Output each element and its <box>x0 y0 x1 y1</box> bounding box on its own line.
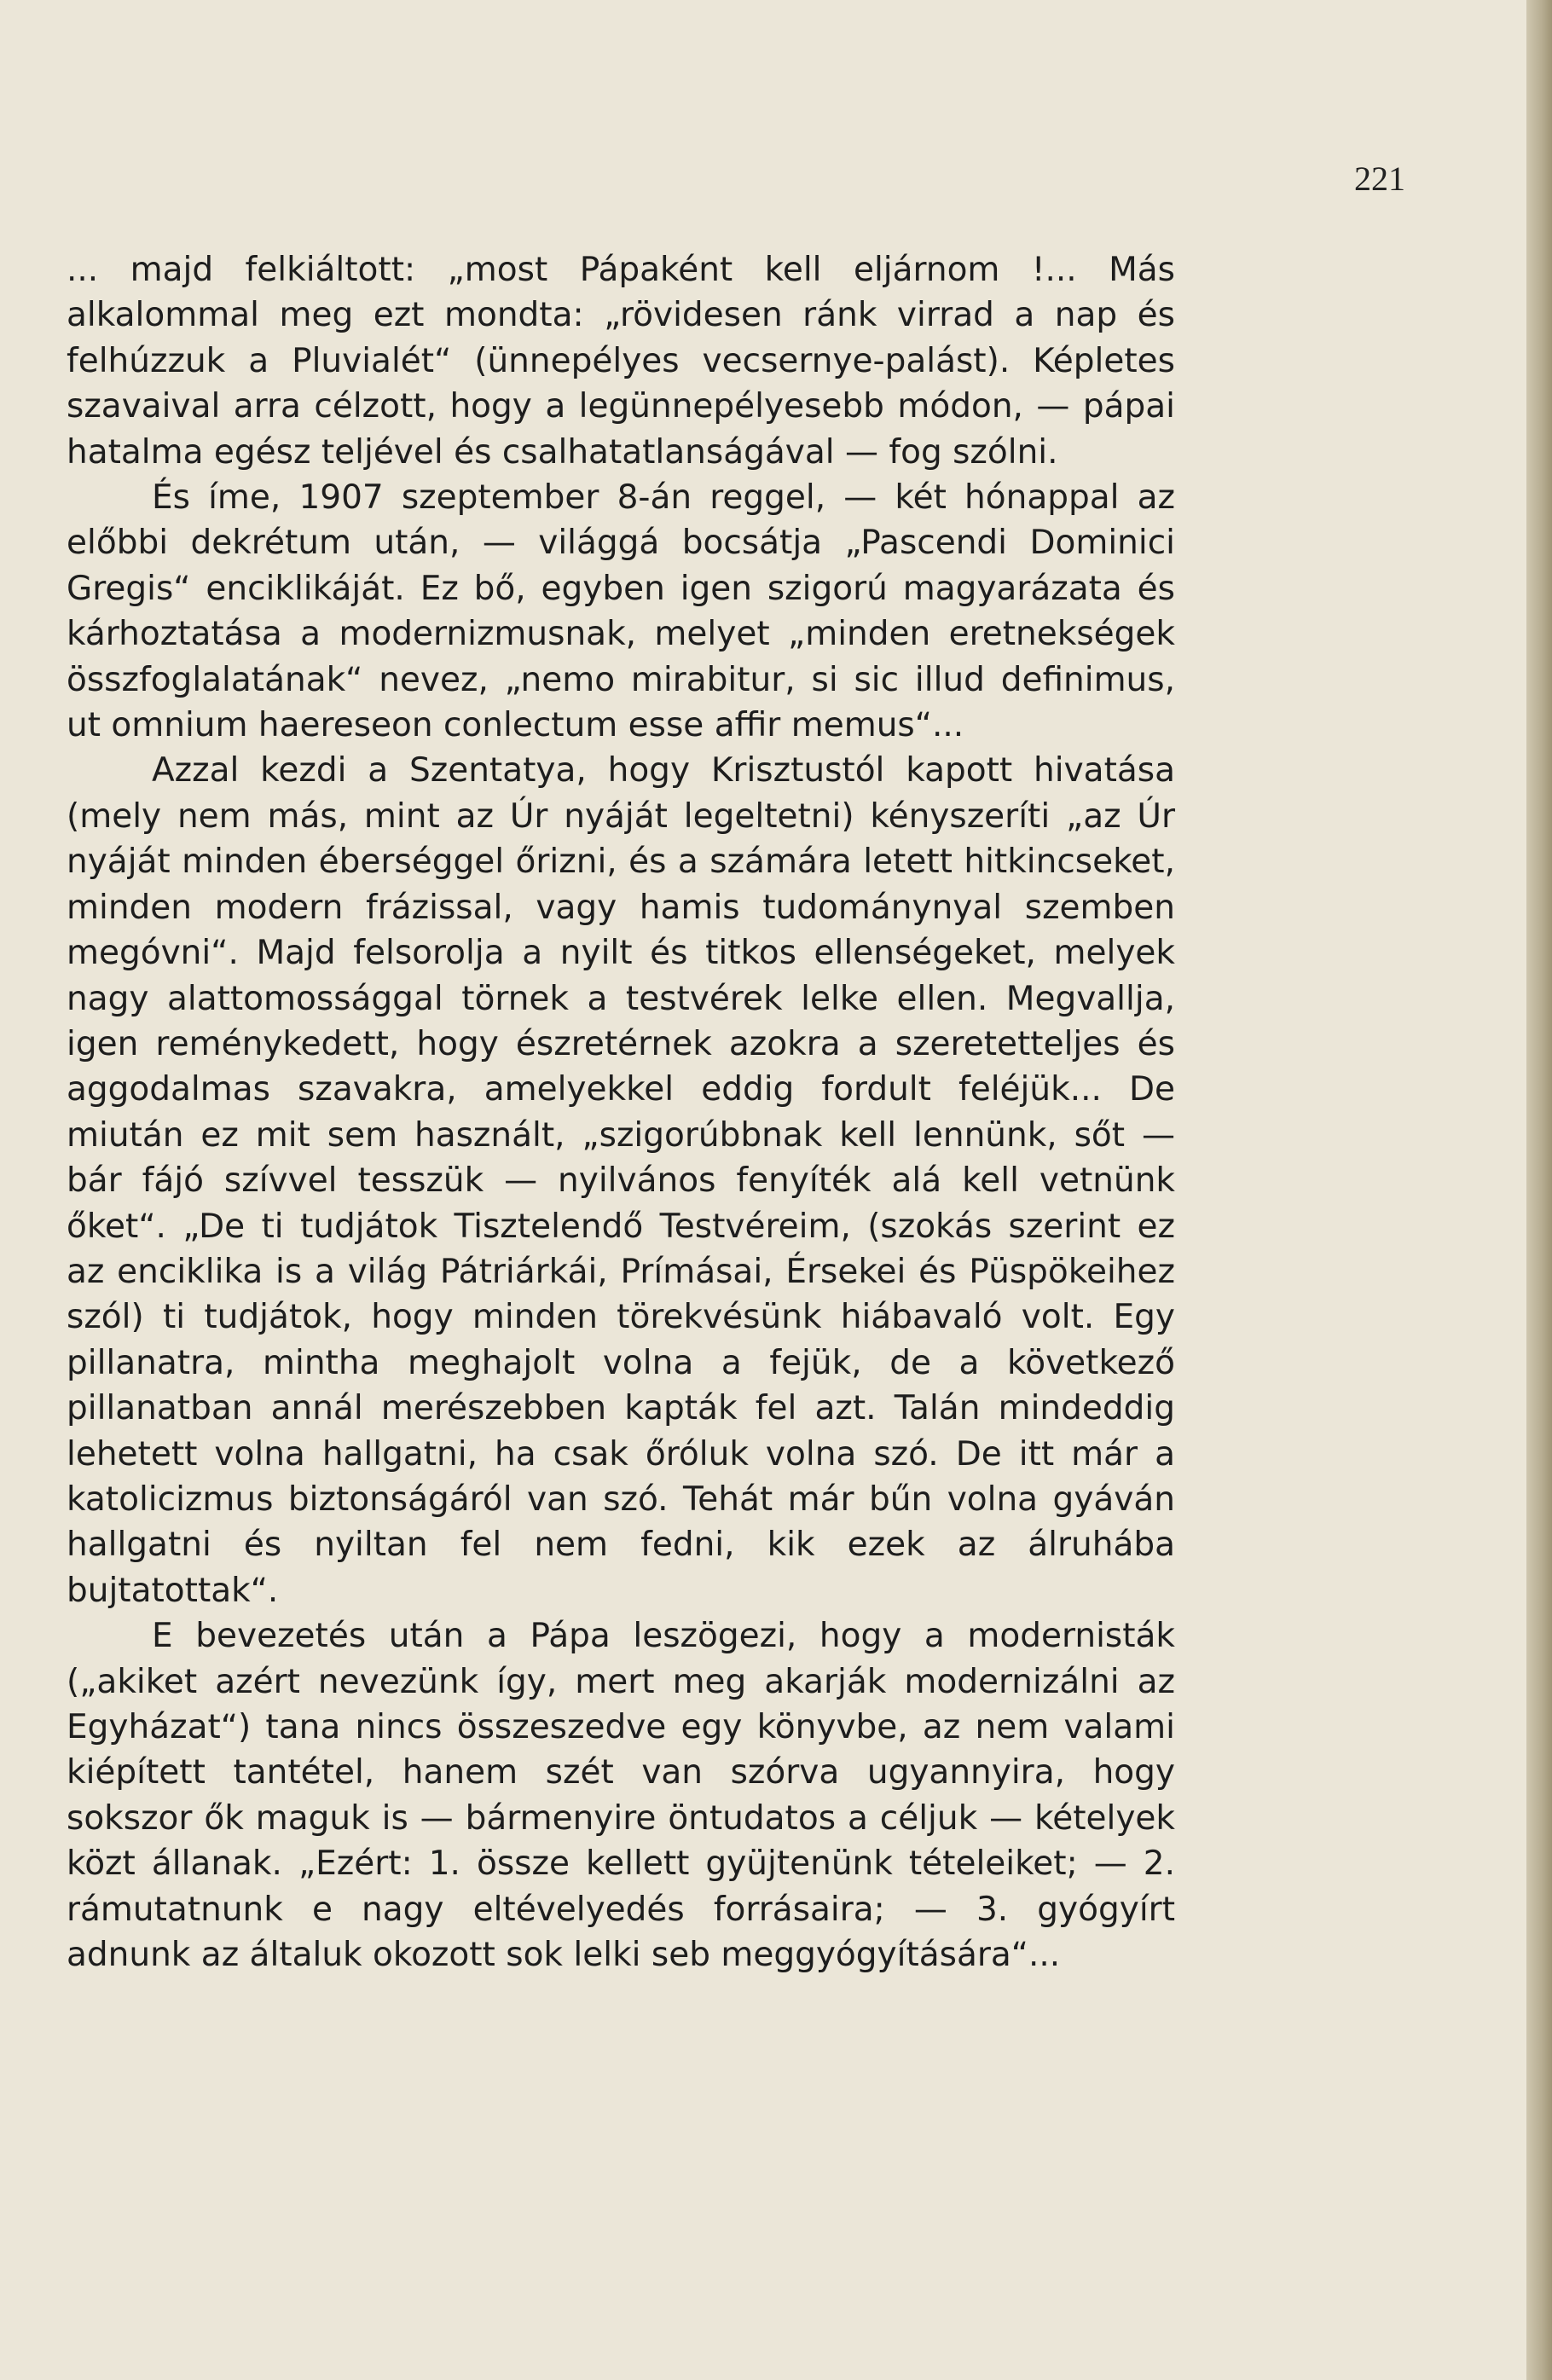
paragraph: És íme, 1907 szeptember 8-án reggel, — két hónappal az előbbi dekrétum után, — világgá bocsátja „Pascendi Dominici Gregis“ enciklikáját. Ez bő, egyben igen szigorú magyarázata és kárhoztatása a modernizmusnak, melyet „minden eretnekségek összfoglalatának“ nevez, „nemo mirabitur, si sic illud definimus, ut omnium haereseon conlectum esse affir memus“... <box>67 478 1175 745</box>
paragraph: Azzal kezdi a Szentatya, hogy Krisztustól kapott hivatása (mely nem más, mint az Úr nyáját legeltetni) kényszeríti „az Úr nyáját minden éberséggel őrizni, és a számára letett hitkincseket, minden modern frázissal, vagy hamis tudománynyal szemben megóvni“. Majd felsorolja a nyilt és titkos ellenségeket, melyek nagy alattomossággal törnek a testvérek lelke ellen. Megvallja, igen reménykedett, hogy észretérnek azokra a szeretetteljes és aggodalmas szavakra, amelyekkel eddig fordult feléjük... De miután ez mit sem használt, „szigorúbbnak kell lennünk, sőt — bár fájó szívvel tesszük — nyilvános fenyíték alá kell vetnünk őket“. „De ti tudjátok Tisztelendő Testvéreim, (szokás szerint ez az enciklika is a világ Pátriárkái, Prímásai, Érsekei és Püspökeihez szól) ti tudjátok, hogy minden törekvésünk hiábavaló volt. Egy pillanatra, mintha meghajolt volna a fejük, de a következő pillanatban annál merészebben kapták fel azt. Talán mindeddig lehetett volna hallgatni, ha csak őróluk volna szó. De itt már a katolicizmus biztonságáról van szó. Tehát már bűn volna gyáván hallgatni és nyiltan fel nem fedni, kik ezek az álruhába bujtatottak“. <box>67 751 1175 1610</box>
paragraph: ... majd felkiáltott: „most Pápaként kell eljárnom !... Más alkalommal meg ezt mondta: „rövidesen ránk virrad a nap és felhúzzuk a Pluvialét“ (ünnepélyes vecsernye-palást). Képletes szavaival arra célzott, hogy a legünnepélyesebb módon, — pápai hatalma egész teljével és csalhatatlanságával — fog szólni. <box>67 251 1175 472</box>
page-edge <box>1526 0 1552 2380</box>
page-number: 221 <box>1354 159 1405 198</box>
paragraph: E bevezetés után a Pápa leszögezi, hogy a modernisták („akiket azért nevezünk így, mert meg akarják modernizálni az Egyházat“) tana nincs összeszedve egy könyvbe, az nem valami kiépített tantétel, hanem szét van szórva ugyannyira, hogy sokszor ők maguk is — bármenyire öntudatos a céljuk — kételyek közt állanak. „Ezért: 1. össze kellett gyüjtenünk tételeiket; — 2. rámutatnunk e nagy eltévelyedés forrásaira; — 3. gyógyírt adnunk az általuk okozott sok lelki seb meggyógyítására“... <box>67 1617 1175 1975</box>
body-text <box>67 247 1175 1978</box>
